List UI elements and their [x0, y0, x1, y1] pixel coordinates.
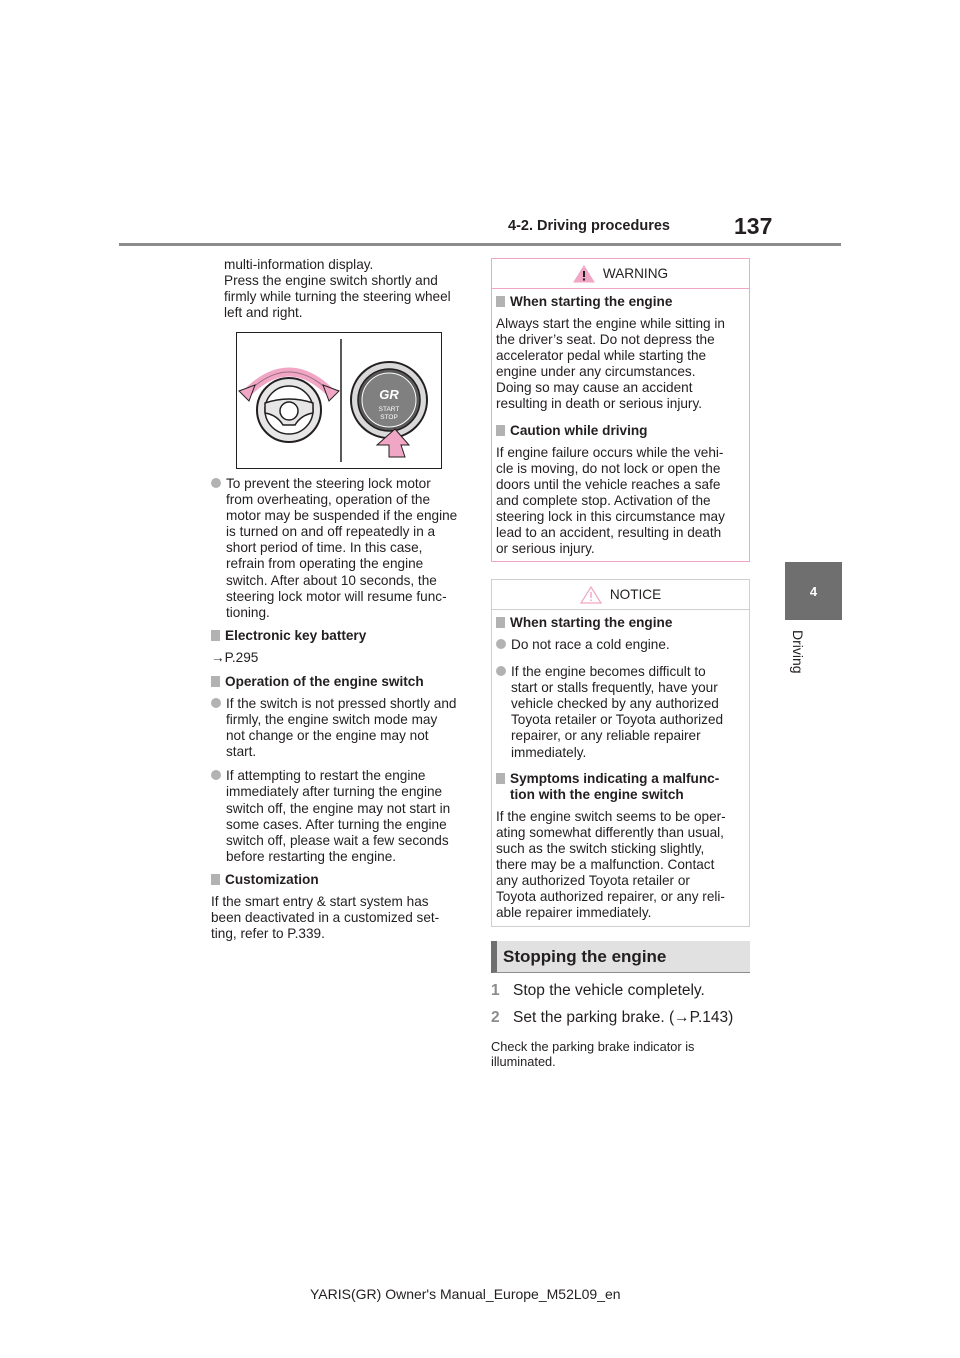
line: If the smart entry & start system has: [211, 894, 429, 909]
chapter-label: Driving: [790, 630, 806, 674]
line: To prevent the steering lock motor: [226, 476, 431, 491]
line: If the engine becomes difficult to: [511, 664, 706, 680]
line: Always start the engine while sitting in: [496, 316, 725, 331]
subheading: [496, 771, 745, 803]
line: multi-information display.: [224, 257, 374, 272]
square-bullet-icon: [211, 676, 220, 687]
line: or serious injury.: [496, 541, 595, 557]
list-item: [496, 664, 745, 761]
notice-title: NOTICE: [609, 587, 662, 602]
operation-section: [211, 674, 476, 865]
intro-text: [224, 257, 474, 321]
line: switch. After about 10 seconds, the: [226, 572, 437, 588]
page-number: 137: [734, 213, 773, 239]
steering-lock-note: [211, 476, 476, 621]
line: immediately.: [511, 744, 587, 760]
steering-wheel-and-start-button-icon: [237, 333, 441, 468]
line: Press the engine switch shortly and: [224, 273, 438, 289]
line: resulting in death or serious injury.: [496, 396, 703, 412]
line: doors until the vehicle reaches a safe: [496, 476, 721, 492]
line: Do not race a cold engine.: [511, 637, 670, 652]
warning-triangle-icon: [573, 265, 595, 283]
line: lead to an accident, resulting in death: [496, 525, 722, 541]
step-item: [491, 982, 771, 1000]
subheading: When starting the engine: [496, 294, 745, 310]
line: engine under any circumstances.: [496, 364, 696, 380]
line: any authorized Toyota retailer or: [496, 873, 690, 889]
line: refrain from operating the engine: [226, 556, 424, 572]
line: such as the switch sticking slightly,: [496, 840, 705, 856]
section-title: 4-2. Driving procedures: [508, 218, 670, 234]
line: If the engine switch seems to be oper-: [496, 808, 726, 824]
list-item: [211, 476, 476, 621]
line: If the switch is not pressed shortly and: [226, 696, 457, 711]
page-reference-link[interactable]: →P.295: [211, 650, 259, 665]
line: start.: [226, 744, 257, 760]
bullet-icon: [211, 770, 221, 780]
bullet-icon: [211, 698, 221, 708]
battery-section: [211, 628, 476, 666]
square-bullet-icon: [496, 425, 505, 436]
line: If attempting to restart the engine: [226, 768, 426, 784]
step-text: Set the parking brake. (→P.143): [513, 1009, 734, 1026]
customization-section: [211, 872, 476, 942]
square-bullet-icon: [496, 617, 505, 628]
line: If engine failure occurs while the vehi-: [496, 444, 724, 460]
line: illuminated.: [491, 1054, 556, 1069]
line: Check the parking brake indicator is: [491, 1039, 695, 1054]
line: steering lock in this circumstance may: [496, 508, 725, 524]
line: there may be a malfunction. Contact: [496, 856, 715, 872]
subheading: Operation of the engine switch: [211, 674, 476, 690]
subheading: Electronic key battery: [211, 628, 476, 644]
bullet-icon: [496, 666, 506, 676]
step-item: [491, 1009, 771, 1027]
line: steering lock motor will resume func-: [226, 588, 447, 604]
line: ating somewhat differently than usual,: [496, 824, 724, 840]
square-bullet-icon: [496, 296, 505, 307]
line: Doing so may cause an accident: [496, 380, 693, 396]
line: tioning.: [226, 604, 270, 620]
line: firmly while turning the steering wheel: [224, 289, 451, 305]
square-bullet-icon: [211, 630, 220, 641]
line: vehicle checked by any authorized: [511, 696, 719, 712]
steering-illustration: [236, 332, 442, 469]
line: switch off, the engine may not start in: [226, 800, 451, 816]
subheading: Caution while driving: [496, 423, 745, 439]
line: accelerator pedal while starting the: [496, 348, 707, 364]
line: not change or the engine may not: [226, 728, 429, 744]
bullet-icon: [211, 478, 221, 488]
line: immediately after turning the engine: [226, 784, 443, 800]
square-bullet-icon: [211, 874, 220, 885]
line: short period of time. In this case,: [226, 540, 423, 556]
line: repairer, or any reliable repairer: [511, 728, 701, 744]
list-item: [211, 696, 476, 760]
square-bullet-icon: [496, 773, 505, 784]
line: Symptoms indicating a malfunc-: [510, 770, 720, 786]
step-text: Stop the vehicle completely.: [513, 982, 705, 999]
step-note: [491, 1039, 771, 1069]
footer-text: YARIS(GR) Owner's Manual_Europe_M52L09_en: [310, 1286, 621, 1302]
warning-header: [492, 259, 749, 289]
line: and complete stop. Activation of the: [496, 492, 711, 508]
start-label: START: [378, 406, 400, 413]
list-item: [211, 768, 476, 865]
chapter-number: 4: [809, 583, 818, 599]
stopping-steps: [491, 982, 771, 1069]
warning-box: [491, 258, 750, 562]
line: ting, refer to P.339.: [211, 926, 325, 942]
line: the driver’s seat. Do not depress the: [496, 332, 715, 348]
step-number: 1: [491, 982, 500, 999]
header-rule: [119, 243, 841, 246]
list-item: [496, 637, 745, 653]
line: Toyota authorized repairer, or any reli-: [496, 889, 725, 905]
notice-header: [492, 580, 749, 610]
line: motor may be suspended if the engine: [226, 508, 458, 524]
line: been deactivated in a customized set-: [211, 910, 440, 926]
line: is turned on and off repeatedly in a: [226, 524, 436, 540]
line: from overheating, operation of the: [226, 492, 431, 508]
line: Toyota retailer or Toyota authorized: [511, 712, 724, 728]
line: before restarting the engine.: [226, 848, 397, 864]
line: some cases. After turning the engine: [226, 816, 447, 832]
warning-title: WARNING: [602, 266, 669, 281]
line: start or stalls frequently, have your: [511, 680, 718, 696]
notice-box: [491, 579, 750, 927]
step-number: 2: [491, 1009, 500, 1026]
bullet-icon: [496, 639, 506, 649]
chapter-tab[interactable]: [785, 562, 842, 620]
subheading: Customization: [211, 872, 476, 888]
line: able repairer immediately.: [496, 905, 652, 921]
svg-text:GR: GR: [379, 387, 399, 402]
line: switch off, please wait a few seconds: [226, 832, 449, 848]
line: left and right.: [224, 305, 303, 321]
section-heading-stopping: Stopping the engine: [491, 941, 750, 973]
line: tion with the engine switch: [510, 786, 684, 802]
line: cle is moving, do not lock or open the: [496, 460, 721, 476]
stop-label: STOP: [380, 414, 398, 421]
subheading: When starting the engine: [496, 615, 745, 631]
notice-triangle-icon: [580, 586, 602, 604]
line: firmly, the engine switch mode may: [226, 712, 438, 728]
